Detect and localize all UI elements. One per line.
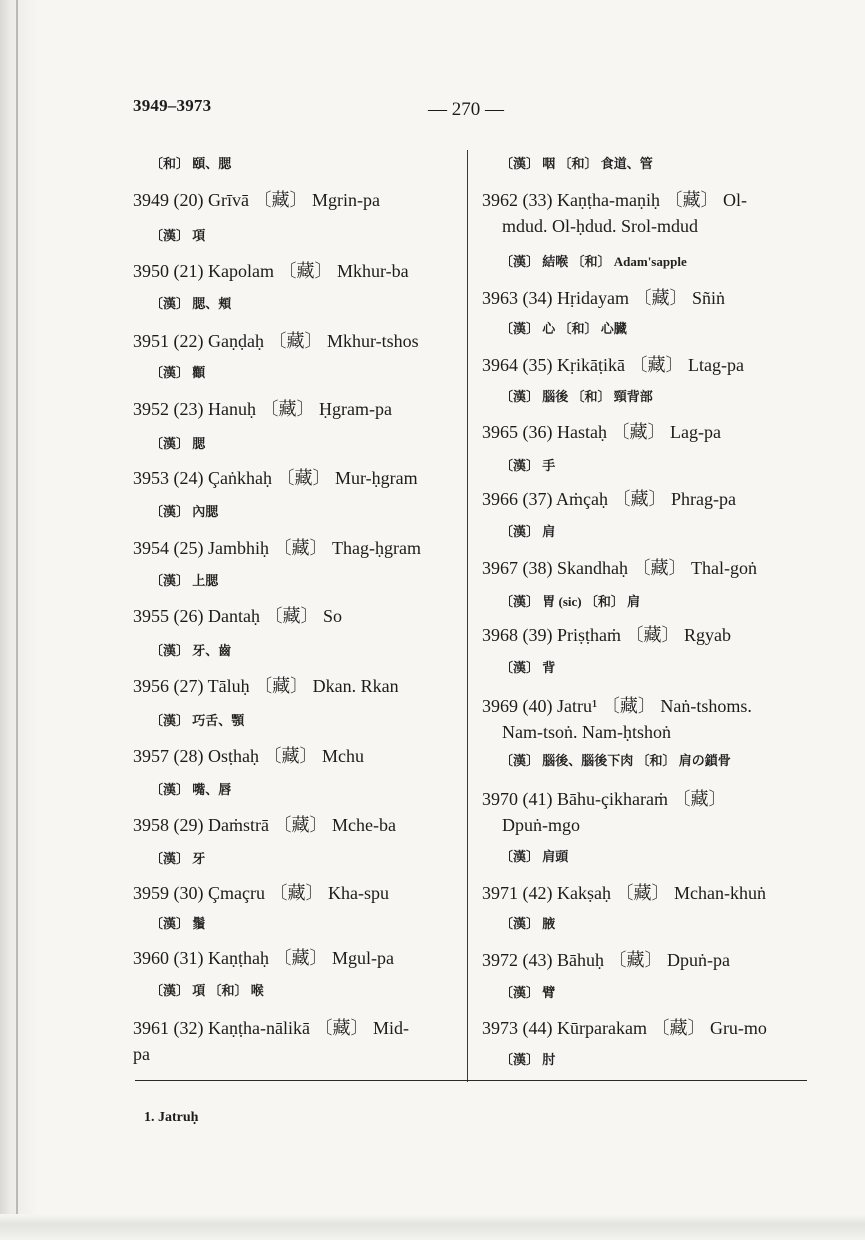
entry-translation: 〔漢〕 結喉 〔和〕 Adam'sapple: [500, 254, 687, 269]
footnote-rule: [135, 1080, 807, 1081]
dictionary-entry-3970: [482, 786, 810, 838]
binding-edge-line: [16, 0, 18, 1240]
entry-line: 3969 (40) Jatru¹ 〔藏〕 Naṅ-tshoms.: [482, 696, 752, 716]
dictionary-entry-3953: [133, 465, 463, 491]
entry-translation: 〔漢〕 手: [500, 458, 556, 473]
entry-line: 3971 (42) Kakṣaḥ 〔藏〕 Mchan-khuṅ: [482, 883, 766, 903]
dictionary-entry-3959: [133, 880, 463, 906]
entry-translation: 〔漢〕 臂: [500, 985, 556, 1000]
entry-line: 3951 (22) Gaṇḍaḥ 〔藏〕 Mkhur-tshos: [133, 331, 419, 351]
dictionary-entry-3964: [482, 352, 810, 378]
entry-line: 3964 (35) Kṛikāṭikā 〔藏〕 Ltag-pa: [482, 355, 744, 375]
column-divider: [467, 150, 468, 1082]
entry-translation: 〔漢〕 項: [150, 228, 206, 243]
entry-translation: 〔漢〕 項 〔和〕 喉: [150, 983, 264, 998]
dictionary-entry-3952: [133, 396, 463, 422]
entry-line: 3968 (39) Priṣṭhaṁ 〔藏〕 Rgyab: [482, 625, 731, 645]
entry-translation: 〔漢〕 肘: [500, 1052, 556, 1067]
entry-line: 3953 (24) Çaṅkhaḥ 〔藏〕 Mur-ḥgram: [133, 468, 418, 488]
entry-line: 3954 (25) Jambhiḥ 〔藏〕 Thag-ḥgram: [133, 538, 421, 558]
entry-translation: 〔漢〕 背: [500, 660, 556, 675]
entry-line: 3952 (23) Hanuḥ 〔藏〕 Ḥgram-pa: [133, 399, 392, 419]
entry-range-header: 3949–3973: [133, 96, 212, 115]
entry-line: 3957 (28) Osṭhaḥ 〔藏〕 Mchu: [133, 746, 364, 766]
dictionary-entry-3969: [482, 693, 810, 745]
entry-line: 3949 (20) Grīvā 〔藏〕 Mgrin-pa: [133, 190, 380, 210]
entry-line: 3966 (37) Aṁçaḥ 〔藏〕 Phrag-pa: [482, 489, 736, 509]
entry-line: 3959 (30) Çmaçru 〔藏〕 Kha-spu: [133, 883, 389, 903]
entry-line: 3955 (26) Dantaḥ 〔藏〕 So: [133, 606, 342, 626]
entry-continuation: pa: [133, 1044, 150, 1064]
entry-translation: 〔漢〕 牙、齒: [150, 643, 232, 658]
entry-line: 3958 (29) Daṁstrā 〔藏〕 Mche-ba: [133, 815, 396, 835]
entry-translation: 〔漢〕 心 〔和〕 心臓: [500, 321, 627, 336]
page-bottom-edge: [0, 1214, 865, 1240]
entry-translation: 〔漢〕 腦後、腦後下肉 〔和〕 肩の鎖骨: [500, 753, 731, 768]
dictionary-entry-3966: [482, 486, 810, 512]
entry-translation: 〔漢〕 顴: [150, 365, 206, 380]
dictionary-entry-3973: [482, 1015, 810, 1041]
entry-line: 3973 (44) Kūrparakam 〔藏〕 Gru-mo: [482, 1018, 767, 1038]
entry-translation: 〔漢〕 腦後 〔和〕 頸背部: [500, 389, 653, 404]
entry-translation: 〔漢〕 嘴、唇: [150, 782, 232, 797]
dictionary-entry-3954: [133, 535, 463, 561]
page-binding-shadow: [0, 0, 38, 1240]
entry-continuation: mdud. Ol-ḥdud. Srol-mdud: [502, 216, 698, 236]
dictionary-entry-3967: [482, 555, 810, 581]
entry-line: 3950 (21) Kapolam 〔藏〕 Mkhur-ba: [133, 261, 409, 281]
entry-translation: 〔漢〕 胃 (sic) 〔和〕 肩: [500, 594, 641, 609]
entry-translation: 〔漢〕 內腮: [150, 504, 219, 519]
entry-line: 3962 (33) Kaṇṭha-maṇiḥ 〔藏〕 Ol-: [482, 190, 747, 210]
entry-translation: 〔漢〕 鬚: [150, 916, 206, 931]
dictionary-entry-3957: [133, 743, 463, 769]
entry-line: 3960 (31) Kaṇṭhaḥ 〔藏〕 Mgul-pa: [133, 948, 394, 968]
dictionary-entry-3968: [482, 622, 810, 648]
entry-translation: 〔漢〕 腋: [500, 916, 556, 931]
dictionary-entry-3960: [133, 945, 463, 971]
page-number: — 270 —: [428, 99, 504, 120]
entry-translation: 〔漢〕 巧舌、顎: [150, 713, 245, 728]
continuation-subline: 〔和〕 頤、腮: [150, 156, 232, 171]
dictionary-entry-3951: [133, 328, 463, 354]
entry-translation: 〔漢〕 腮、頬: [150, 296, 232, 311]
footnote: 1. Jatruḥ: [144, 1110, 199, 1125]
dictionary-entry-3963: [482, 285, 810, 311]
entry-line: 3972 (43) Bāhuḥ 〔藏〕 Dpuṅ-pa: [482, 950, 730, 970]
entry-line: 3956 (27) Tāluḥ 〔藏〕 Dkan. Rkan: [133, 676, 399, 696]
entry-translation: 〔漢〕 腮: [150, 436, 206, 451]
dictionary-entry-3950: [133, 258, 463, 284]
entry-line: 3965 (36) Hastaḥ 〔藏〕 Lag-pa: [482, 422, 721, 442]
entry-translation: 〔漢〕 肩頭: [500, 849, 569, 864]
entry-translation: 〔漢〕 牙: [150, 851, 206, 866]
entry-translation: 〔漢〕 肩: [500, 524, 556, 539]
dictionary-entry-3955: [133, 603, 463, 629]
dictionary-entry-3965: [482, 419, 810, 445]
dictionary-entry-3956: [133, 673, 463, 699]
continuation-subline: 〔漢〕 咽 〔和〕 食道、管: [500, 156, 653, 171]
dictionary-entry-3962: [482, 187, 810, 239]
entry-continuation: Nam-tsoṅ. Nam-ḥtshoṅ: [502, 722, 671, 742]
dictionary-entry-3958: [133, 812, 463, 838]
dictionary-entry-3972: [482, 947, 810, 973]
entry-line: 3963 (34) Hṛidayam 〔藏〕 Sñiṅ: [482, 288, 725, 308]
entry-line: 3967 (38) Skandhaḥ 〔藏〕 Thal-goṅ: [482, 558, 757, 578]
dictionary-entry-3949: [133, 187, 463, 213]
dictionary-entry-3971: [482, 880, 810, 906]
entry-line: 3961 (32) Kaṇṭha-nālikā 〔藏〕 Mid-: [133, 1018, 409, 1038]
entry-line: 3970 (41) Bāhu-çikharaṁ 〔藏〕: [482, 789, 727, 809]
entry-continuation: Dpuṅ-mgo: [502, 815, 580, 835]
entry-translation: 〔漢〕 上腮: [150, 573, 219, 588]
dictionary-entry-3961: [133, 1015, 463, 1067]
